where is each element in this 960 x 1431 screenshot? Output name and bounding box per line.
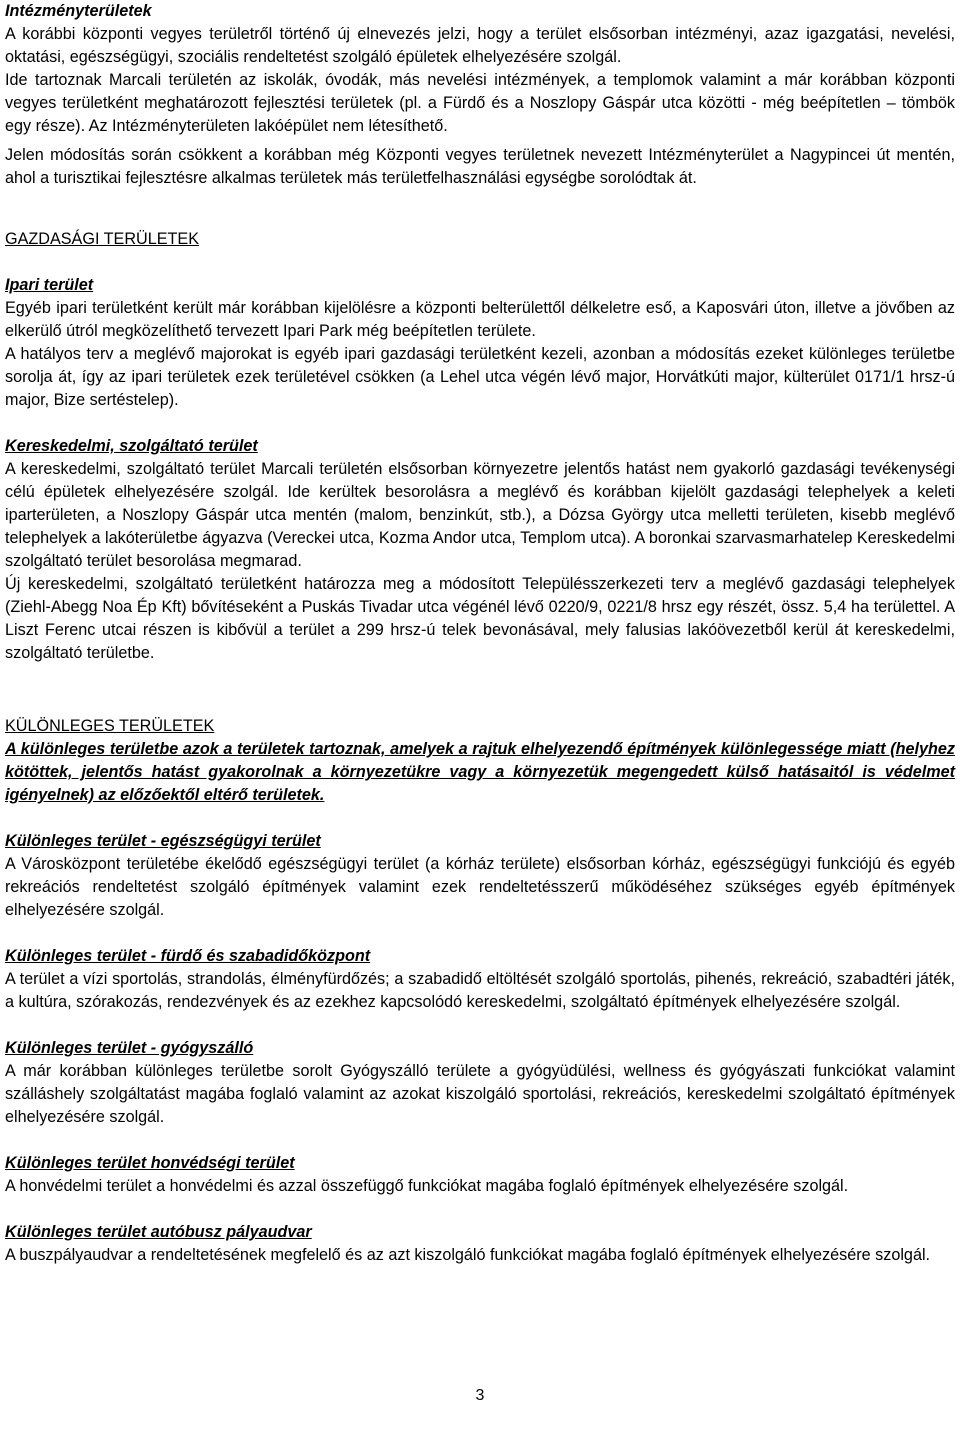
paragraph: A korábbi központi vegyes területről történő új elnevezés jelzi, hogy a terület elsősorban intézményi, azaz igazgatási, nevelési, oktatási, egészségügyi, szociális rendeltetést szolgáló épületek elhelyezésére szolgál.: [5, 25, 955, 66]
heading-ipari-terulet: Ipari terület: [5, 276, 94, 294]
heading-kereskedelmi-terulet: Kereskedelmi, szolgáltató terület: [5, 437, 258, 455]
kulonleges-intro: A különleges területbe azok a területek tartoznak, amelyek a rajtuk elhelyezendő építmények különlegessége miatt (helyhez kötöttek, jelentős hatást gyakorolnak a környezetükre vagy a környezetük megengedett külső hatásaitól is védelmet igényelnek) az előzőektől eltérő területek.: [5, 740, 955, 804]
paragraph: Ide tartoznak Marcali területén az iskolák, óvodák, más nevelési intézmények, a templomok valamint a már korábban központi vegyes területként meghatározott fejlesztési területek (pl. a Fürdő és a Noszlopy Gáspár utca közötti - még beépítetlen – tömbök egy része). Az Intézményterületen lakóépület nem létesíthető.: [5, 71, 955, 135]
paragraph: Jelen módosítás során csökkent a korábban még Központi vegyes területnek nevezett Intézményterület a Nagypincei út mentén, ahol a turisztikai fejlesztésre alkalmas területek más területfelhasználási egységbe sorolódtak át.: [5, 146, 955, 187]
heading-gazdasagi-teruletek: GAZDASÁGI TERÜLETEK: [5, 230, 199, 248]
heading-egeszsegugyi-terulet: Különleges terület - egészségügyi terület: [5, 832, 321, 850]
heading-gyogyszallo: Különleges terület - gyógyszálló: [5, 1039, 254, 1057]
paragraph: A kereskedelmi, szolgáltató terület Marcali területén elsősorban környezetre jelentős hatást nem gyakorló gazdasági tevékenységi célú épületek elhelyezésére szolgál. Ide kerültek besorolásra a meglévő és korábban kijelölt gazdasági telephelyek a keleti iparterületen, a Noszlopy Gáspár utca mentén (malom, benzinkút, stb.), a Dózsa György utca melletti területen, kisebb meglévő telephelyek a lakóterületbe ágyazva (Vereckei utca, Kozma Andor utca, Templom utca). A boronkai szarvasmarhatelep Kereskedelmi szolgáltató terület besorolása megmarad.: [5, 460, 955, 570]
heading-honvedsegi-terulet: Különleges terület honvédségi terület: [5, 1154, 295, 1172]
heading-intezmenyteruletek: Intézményterületek: [5, 2, 152, 20]
paragraph: A terület a vízi sportolás, strandolás, élményfürdőzés; a szabadidő eltöltését szolgáló sportolás, pihenés, rekreáció, szabadtéri játék, a kultúra, szórakozás, rendezvények és az ezekhez kapcsolódó kereskedelmi, szolgáltató építmények elhelyezésére szolgál.: [5, 970, 955, 1011]
paragraph: A hatályos terv a meglévő majorokat is egyéb ipari gazdasági területként kezeli, azonban a módosítás ezeket különleges területbe sorolja át, így az ipari területek ezek területével csökken (a Lehel utca végén lévő major, Horvátkúti major, külterület 0171/1 hrsz-ú major, Bize sertéstelep).: [5, 345, 955, 409]
spacer: [5, 412, 955, 435]
heading-furdo-szabadidokozpont: Különleges terület - fürdő és szabadidőközpont: [5, 947, 371, 965]
paragraph: A buszpályaudvar a rendeltetésének megfelelő és az azt kiszolgáló funkciókat magába foglaló építmények elhelyezésére szolgál.: [5, 1246, 931, 1264]
heading-autobusz-palyaudvar: Különleges terület autóbusz pályaudvar: [5, 1223, 312, 1241]
paragraph: A honvédelmi terület a honvédelmi és azzal összefüggő funkciókat magába foglaló építmények elhelyezésére szolgál.: [5, 1177, 849, 1195]
page-number: 3: [475, 1387, 485, 1404]
spacer: [5, 807, 955, 830]
paragraph: A Városközpont területébe ékelődő egészségügyi terület (a kórház területe) elsősorban kórház, egészségügyi funkciójú és egyéb rekreációs rendeltetést szolgáló építmények valamint ezek rendeltetésszerű működéséhez szükséges egyéb építmények elhelyezésére szolgál.: [5, 855, 955, 919]
paragraph: A már korábban különleges területbe sorolt Gyógyszálló területe a gyógyüdülési, wellness és gyógyászati funkciókat valamint szálláshely szolgáltatást magába foglaló valamint az azokat kiszolgáló sportolási, rekreációs, kereskedelmi szolgáltató építmények elhelyezésére szolgál.: [5, 1062, 955, 1126]
paragraph: Új kereskedelmi, szolgáltató területként határozza meg a módosított Településszerkezeti terv a meglévő gazdasági telephelyek (Ziehl-Abegg Noa Ép Kft) bővítéseként a Puskás Tivadar utca végénél lévő 0220/9, 0221/8 hrsz egy részét, össz. 5,4 ha területtel. A Liszt Ferenc utcai részen is kibővül a terület a 299 hrsz-ú telek bevonásával, mely falusias lakóövezetből kerül át kereskedelmi, szolgáltató területbe.: [5, 575, 955, 662]
spacer: [5, 922, 955, 945]
spacer: [5, 1014, 955, 1037]
paragraph: Egyéb ipari területként került már korábban kijelölésre a központi belterülettől délkeletre eső, a Kaposvári úton, illetve a jövőben az elkerülő útról megközelíthető tervezett Ipari Park még beépítetlen területe.: [5, 299, 955, 340]
document-page: [5, 0, 955, 1267]
spacer: [5, 1129, 955, 1152]
heading-kulonleges-teruletek: KÜLÖNLEGES TERÜLETEK: [5, 717, 215, 735]
spacer: [5, 1198, 955, 1221]
